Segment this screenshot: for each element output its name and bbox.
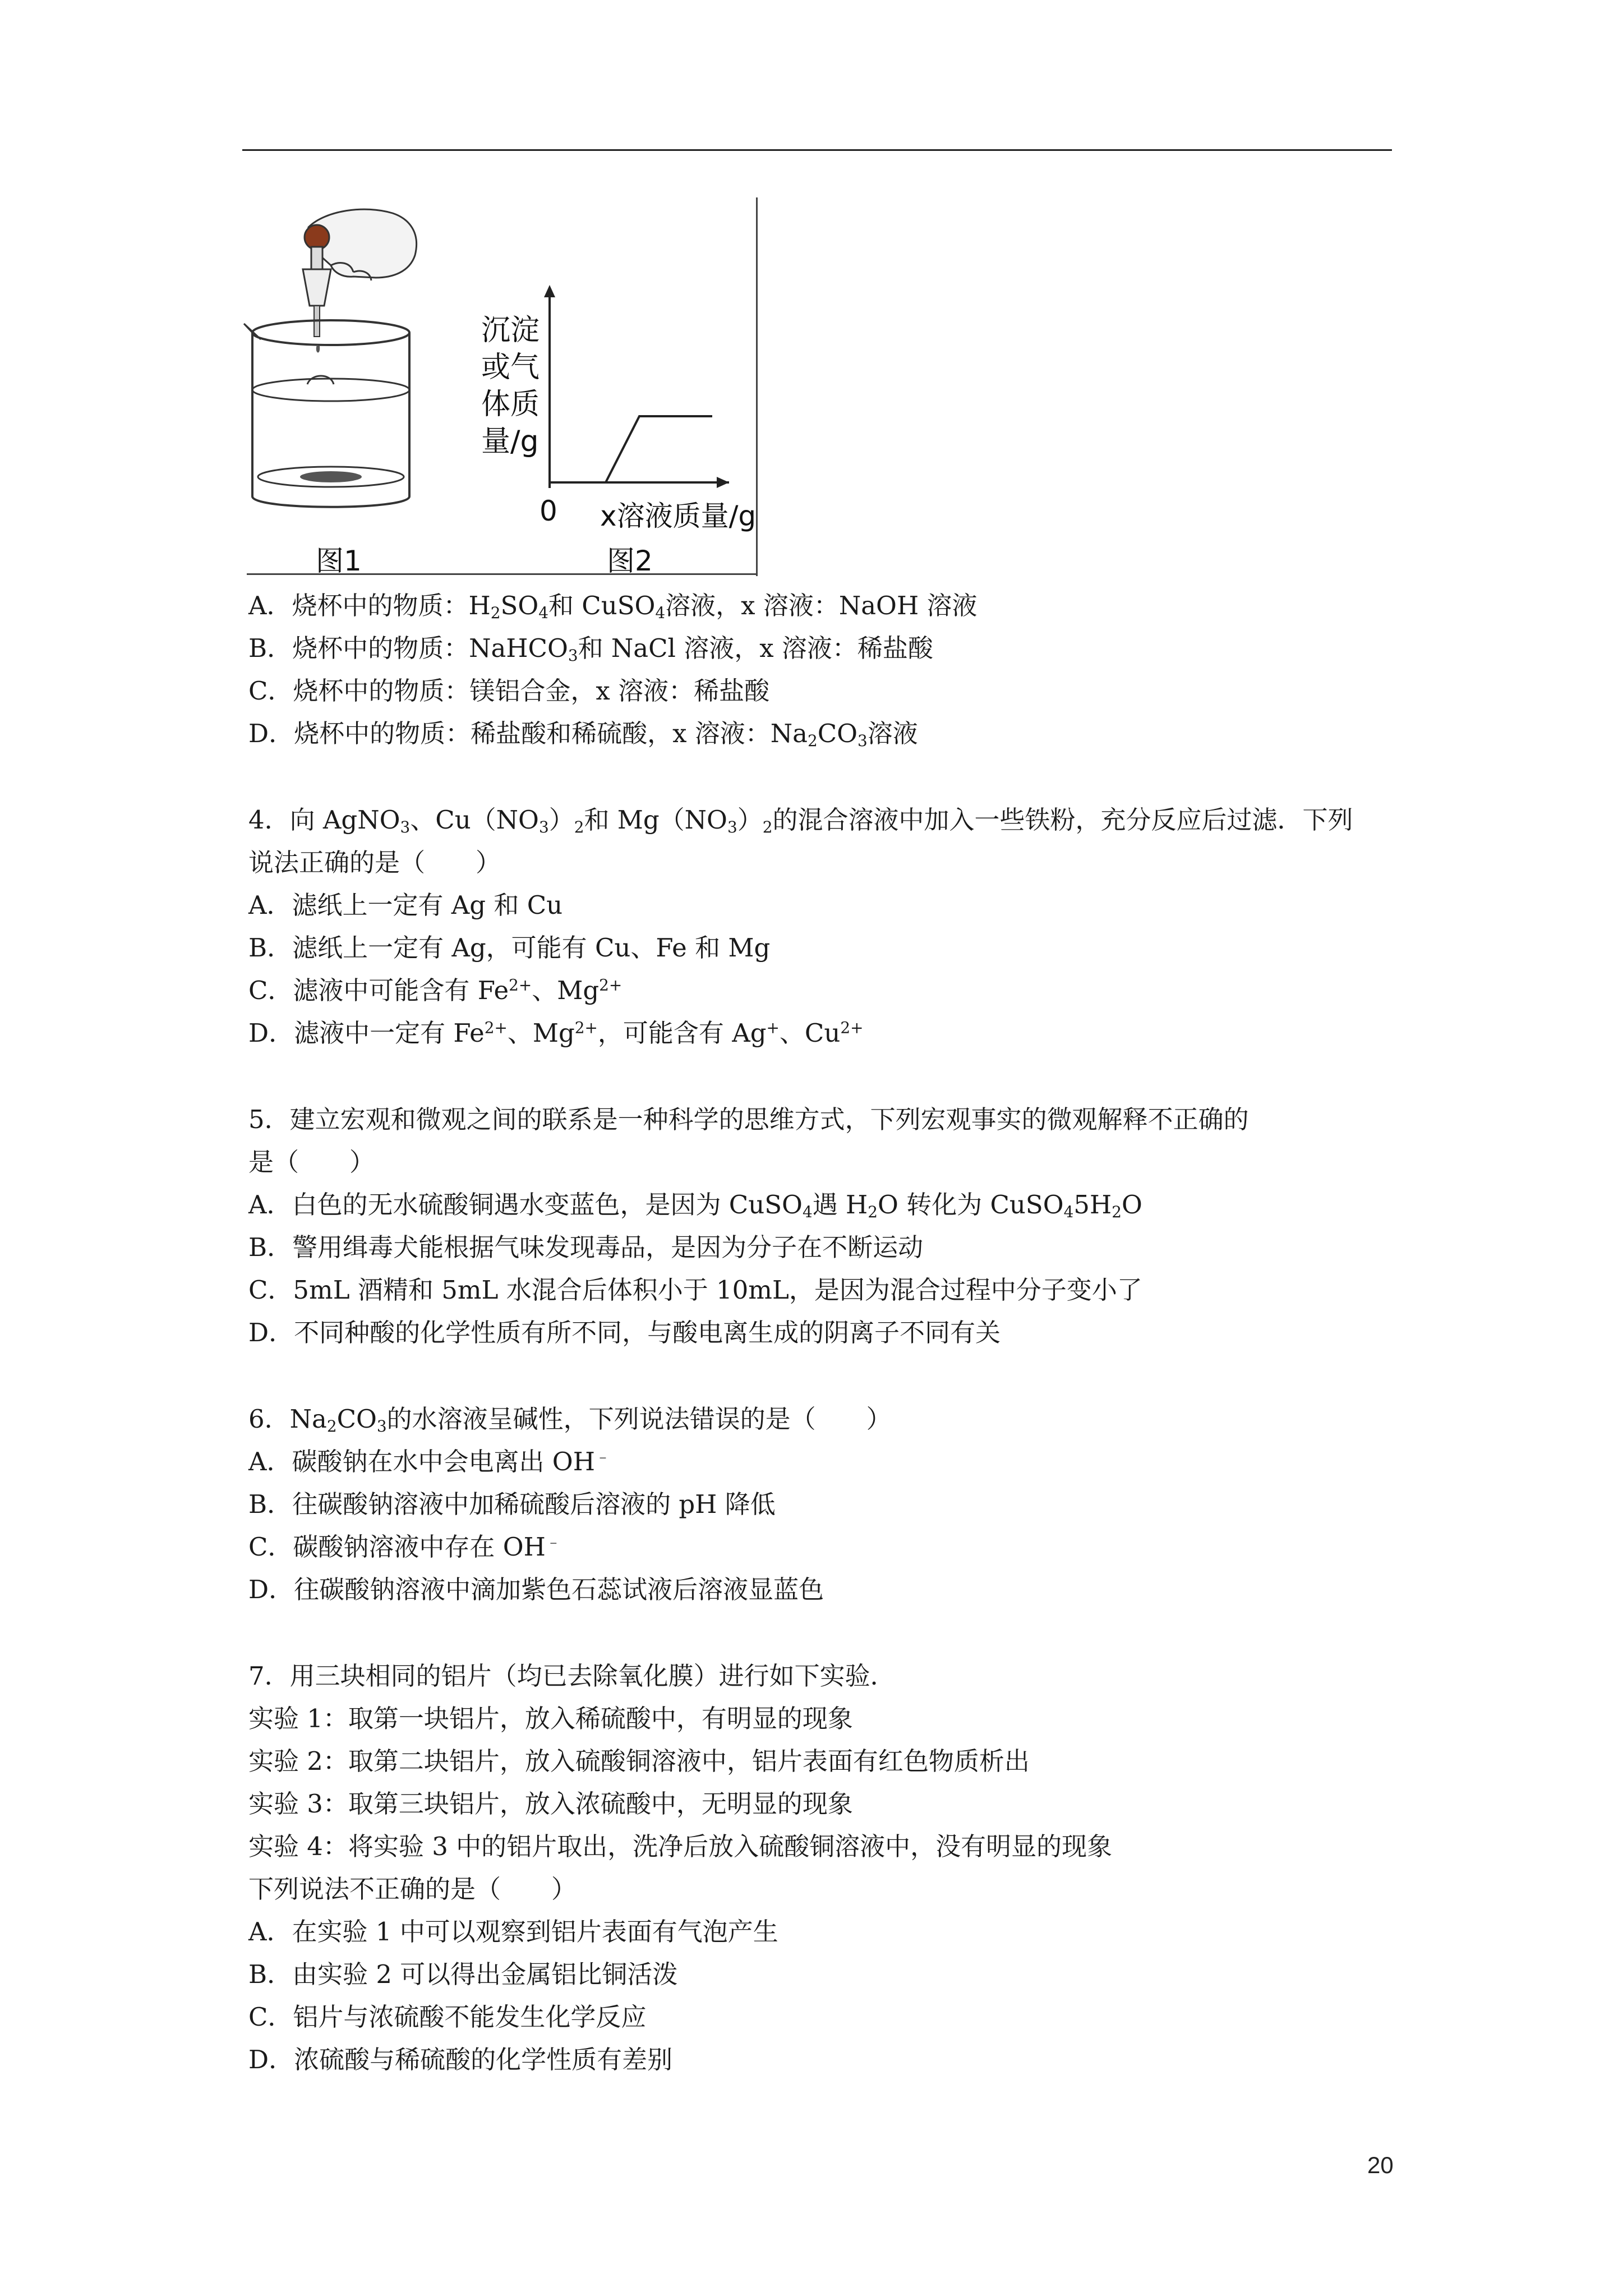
q6-option-c: C．碳酸钠溶液中存在 OH﹣ xyxy=(248,1532,561,1562)
q7-experiment-1: 实验 1：取第一块铝片，放入稀硫酸中，有明显的现象 xyxy=(248,1704,853,1733)
q3-option-a: A．烧杯中的物质：$H_2SO_4$和 CuSO$_4$溶液，x 溶液：NaOH 溶液 xyxy=(248,591,978,622)
q7-option-c: C．铝片与浓硫酸不能发生化学反应 xyxy=(248,2002,647,2032)
q7-experiment-3: 实验 3：取第三块铝片，放入浓硫酸中，无明显的现象 xyxy=(248,1789,853,1819)
page-number: 20 xyxy=(1367,2152,1394,2178)
precipitate-icon xyxy=(300,471,362,482)
q4-option-a: A．滤纸上一定有 Ag 和 Cu xyxy=(248,890,563,920)
q7-ask: 下列说法不正确的是（ ） xyxy=(248,1874,577,1904)
q5-stem-line2: 是（ ） xyxy=(248,1147,375,1177)
q6-stem: 6．$Na_2CO_3$的水溶液呈碱性，下列说法错误的是（ ） xyxy=(248,1404,892,1435)
figure-1-caption: 图1 xyxy=(316,545,362,577)
q7-option-d: D．浓硫酸与稀硫酸的化学性质有差别 xyxy=(248,2045,673,2074)
figure-border-right xyxy=(756,197,758,576)
q7-experiment-4: 实验 4：将实验 3 中的铝片取出，洗净后放入硫酸铜溶液中，没有明显的现象 xyxy=(248,1832,1113,1861)
dropper-bulb-icon xyxy=(305,225,329,250)
figure-1-beaker-illustration xyxy=(241,194,443,541)
graph-ylabel: 沉淀 或气 体质 量/g xyxy=(481,314,540,458)
q4-option-c: C．滤液中可能含有 $Fe^{2+}$、$Mg^{2+}$ xyxy=(248,976,623,1005)
q4-option-d: D．滤液中一定有 $Fe^{2+}$、$Mg^{2+}$，可能含有 Ag+、$Cu^{2+}$ xyxy=(248,1018,864,1048)
q7-option-a: A．在实验 1 中可以观察到铝片表面有气泡产生 xyxy=(248,1917,778,1947)
q6-option-b: B．往碳酸钠溶液中加稀硫酸后溶液的 pH 降低 xyxy=(248,1489,776,1519)
q6-option-d: D．往碳酸钠溶液中滴加紫色石蕊试液后溶液显蓝色 xyxy=(248,1575,824,1604)
graph-xlabel: x溶液质量/g xyxy=(600,500,757,532)
q4-stem-line1: 4．向 AgNO$_3$、$Cu(NO_3)_2$和 $Mg(NO_3)_2$的混合溶液中加入一些铁粉，充分反应后过滤．下列 xyxy=(248,805,1353,836)
q7-experiment-2: 实验 2：取第二块铝片，放入硫酸铜溶液中，铝片表面有红色物质析出 xyxy=(248,1746,1030,1776)
q7-stem: 7．用三块相同的铝片（均已去除氧化膜）进行如下实验． xyxy=(248,1661,896,1691)
q6-option-a: A．碳酸钠在水中会电离出 OH﹣ xyxy=(248,1447,611,1476)
q3-option-b: B．烧杯中的物质：NaHCO$_3$和 NaCl 溶液，x 溶液：稀盐酸 xyxy=(248,633,933,665)
q3-option-d: D．烧杯中的物质：稀盐酸和稀硫酸，x 溶液：$Na_2CO_3$溶液 xyxy=(248,719,918,750)
q4-stem-line2: 说法正确的是（ ） xyxy=(248,848,501,877)
graph-curve xyxy=(606,416,712,482)
q5-option-b: B．警用缉毒犬能根据气味发现毒品，是因为分子在不断运动 xyxy=(248,1232,924,1262)
q7-option-b: B．由实验 2 可以得出金属铝比铜活泼 xyxy=(248,1959,678,1989)
figure-2-graph xyxy=(538,280,729,494)
q5-stem-line1: 5．建立宏观和微观之间的联系是一种科学的思维方式，下列宏观事实的微观解释不正确的 xyxy=(248,1105,1249,1134)
figure-2-caption: 图2 xyxy=(607,545,653,577)
graph-origin-label: 0 xyxy=(540,495,557,527)
header-rule xyxy=(242,149,1392,151)
q5-option-d: D．不同种酸的化学性质有所不同，与酸电离生成的阴离子不同有关 xyxy=(248,1318,1001,1347)
q5-option-a: A．白色的无水硫酸铜遇水变蓝色，是因为 CuSO$_4$遇 $H_2O$ 转化为 $CuSO_45H_2O$ xyxy=(248,1190,1142,1221)
q4-option-b: B．滤纸上一定有 Ag，可能有 Cu、Fe 和 Mg xyxy=(248,933,771,963)
q5-option-c: C．5mL 酒精和 5mL 水混合后体积小于 10mL，是因为混合过程中分子变小了 xyxy=(248,1275,1142,1305)
q3-option-c: C．烧杯中的物质：镁铝合金，x 溶液：稀盐酸 xyxy=(248,676,770,706)
